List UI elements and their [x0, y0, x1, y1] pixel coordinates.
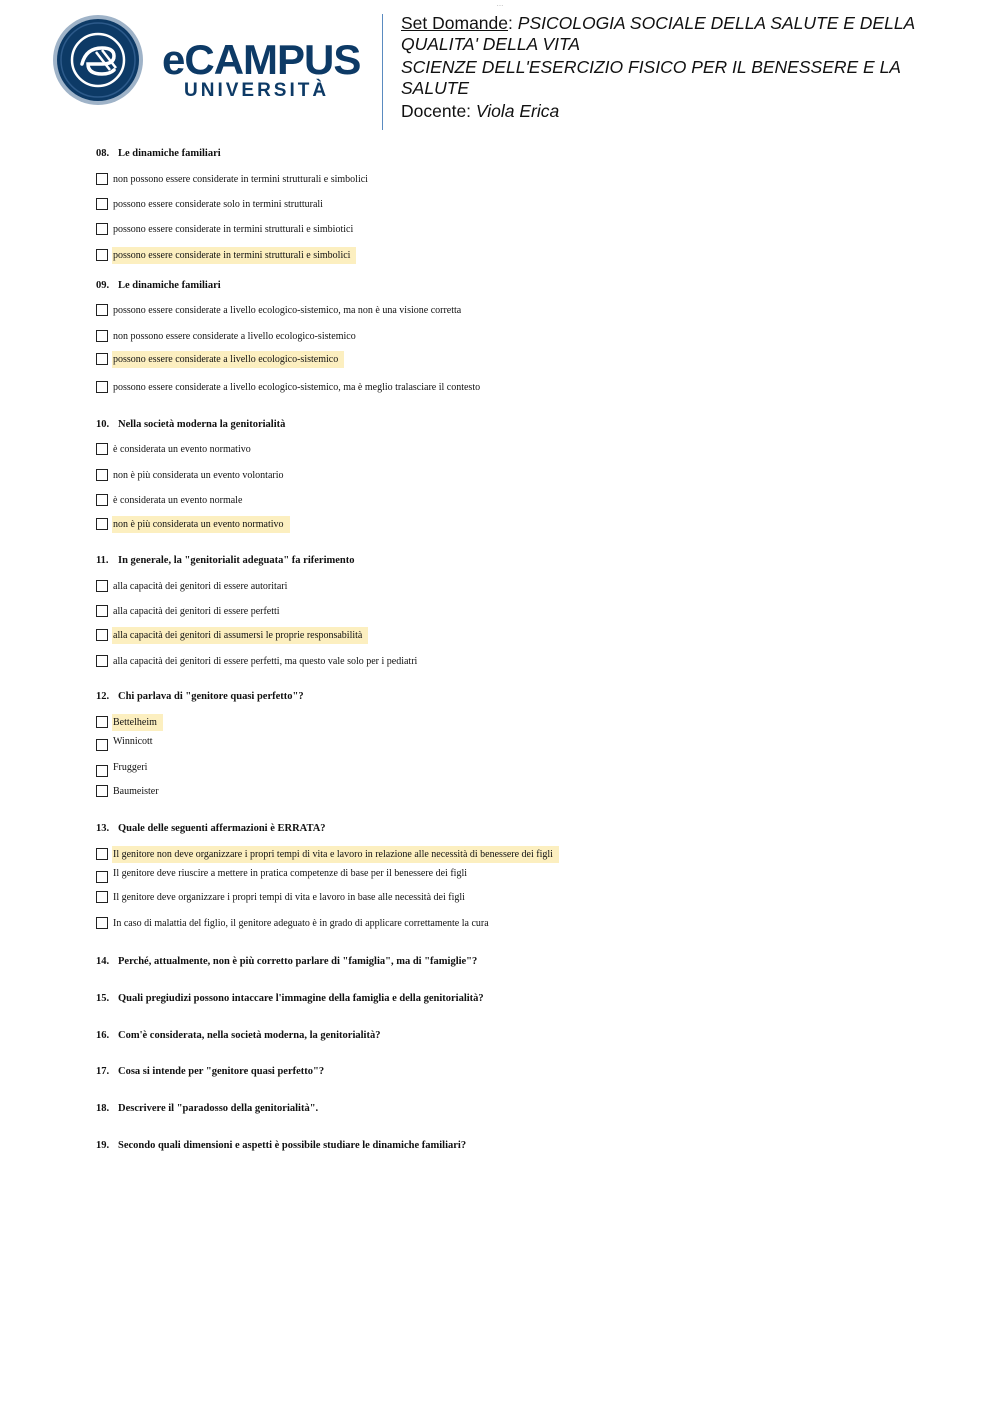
checkbox[interactable]: [96, 605, 108, 617]
question-15: [96, 993, 484, 1004]
question-text: Quale delle seguenti affermazioni è ERRATA?: [118, 823, 326, 834]
degree-title: [401, 57, 961, 99]
question-number: 08.: [96, 148, 110, 159]
question-11: [96, 555, 355, 566]
checkbox[interactable]: [96, 223, 108, 235]
question-number: 09.: [96, 280, 110, 291]
checkbox[interactable]: [96, 494, 108, 506]
checkbox[interactable]: [96, 518, 108, 530]
checkbox[interactable]: [96, 655, 108, 667]
option-text: Winnicott: [113, 736, 153, 747]
question-text: Quali pregiudizi possono intaccare l'immagine della famiglia e della genitorialità?: [118, 993, 484, 1004]
question-12: [96, 691, 304, 702]
question-text: Nella società moderna la genitorialità: [118, 419, 286, 430]
question-number: 13.: [96, 823, 110, 834]
option-text: non possono essere considerate a livello ecologico-sistemico: [113, 331, 356, 342]
checkbox[interactable]: [96, 304, 108, 316]
document-header: [401, 13, 961, 124]
checkbox[interactable]: [96, 381, 108, 393]
checkbox[interactable]: [96, 249, 108, 261]
option-text: possono essere considerate in termini strutturali e simbiotici: [113, 224, 354, 235]
checkbox[interactable]: [96, 716, 108, 728]
option-text: Fruggeri: [113, 762, 148, 773]
brand-name: eCAMPUS: [162, 36, 361, 83]
question-number: 19.: [96, 1140, 110, 1151]
question-number: 11.: [96, 555, 109, 566]
checkbox[interactable]: [96, 848, 108, 860]
option-text: alla capacità dei genitori di essere autoritari: [113, 581, 288, 592]
course-line-1: PSICOLOGIA SOCIALE DELLA SALUTE E DELLA: [517, 13, 916, 33]
question-14: [96, 956, 477, 967]
option-text-highlighted: alla capacità dei genitori di assumersi le proprie responsabilità: [112, 627, 368, 644]
checkbox[interactable]: [96, 443, 108, 455]
teacher-row: [401, 101, 961, 122]
option-text: è considerata un evento normativo: [113, 444, 251, 455]
degree-line-1: SCIENZE DELL'ESERCIZIO FISICO PER IL BENESSERE E LA: [401, 57, 901, 77]
teacher-name: Viola Erica: [475, 101, 560, 121]
option-text: possono essere considerate solo in termini strutturali: [113, 199, 323, 210]
checkbox[interactable]: [96, 330, 108, 342]
question-number: 12.: [96, 691, 110, 702]
option-text-highlighted: possono essere considerate a livello ecologico-sistemico: [112, 351, 344, 368]
question-number: 10.: [96, 419, 110, 430]
checkbox[interactable]: [96, 871, 108, 883]
question-number: 18.: [96, 1103, 110, 1114]
question-text: Chi parlava di "genitore quasi perfetto"?: [118, 691, 304, 702]
question-text: Le dinamiche familiari: [118, 148, 221, 159]
checkbox[interactable]: [96, 917, 108, 929]
question-17: [96, 1066, 324, 1077]
question-number: 17.: [96, 1066, 110, 1077]
question-text: Cosa si intende per "genitore quasi perfetto"?: [118, 1066, 325, 1077]
option-text-highlighted: Il genitore non deve organizzare i propri tempi di vita e lavoro in relazione alle necessità di benessere dei figli: [112, 846, 559, 863]
course-title: [401, 13, 961, 55]
checkbox[interactable]: [96, 765, 108, 777]
option-text: possono essere considerate a livello ecologico-sistemico, ma non è una visione corretta: [113, 305, 462, 316]
option-text: Il genitore deve organizzare i propri tempi di vita e lavoro in base alle necessità dei figli: [113, 892, 465, 903]
question-text: Perché, attualmente, non è più corretto parlare di "famiglia", ma di "famiglie"?: [118, 956, 478, 967]
question-13: [96, 823, 326, 834]
question-16: [96, 1030, 380, 1041]
option-text: non possono essere considerate in termini strutturali e simbolici: [113, 174, 368, 185]
option-text: alla capacità dei genitori di essere perfetti, ma questo vale solo per i pediatri: [113, 656, 418, 667]
option-text: alla capacità dei genitori di essere perfetti: [113, 606, 280, 617]
question-text: Secondo quali dimensioni e aspetti è possibile studiare le dinamiche familiari?: [118, 1140, 467, 1151]
option-text-highlighted: possono essere considerate in termini strutturali e simbolici: [112, 247, 356, 264]
checkbox[interactable]: [96, 629, 108, 641]
checkbox[interactable]: [96, 198, 108, 210]
ecampus-logo: [52, 14, 372, 108]
set-label-colon: :: [508, 13, 513, 33]
course-line-2: QUALITA' DELLA VITA: [401, 34, 581, 54]
option-text: è considerata un evento normale: [113, 495, 243, 506]
question-text: In generale, la "genitorialit adeguata" fa riferimento: [118, 555, 355, 566]
question-number: 14.: [96, 956, 110, 967]
checkbox[interactable]: [96, 785, 108, 797]
option-text: non è più considerata un evento volontario: [113, 470, 284, 481]
teacher-label: Docente:: [401, 101, 472, 121]
question-10: [96, 419, 285, 430]
question-08: [96, 148, 221, 159]
question-text: Le dinamiche familiari: [118, 280, 221, 291]
checkbox[interactable]: [96, 173, 108, 185]
question-text: Descrivere il "paradosso della genitorialità".: [118, 1103, 319, 1114]
checkbox[interactable]: [96, 469, 108, 481]
question-19: [96, 1140, 466, 1151]
degree-line-2: SALUTE: [401, 78, 470, 98]
question-text: Com'è considerata, nella società moderna, la genitorialità?: [118, 1030, 381, 1041]
option-text: Il genitore deve riuscire a mettere in pratica competenze di base per il benessere dei figli: [113, 868, 468, 879]
option-text: In caso di malattia del figlio, il genitore adeguato è in grado di applicare correttamente la cura: [113, 918, 489, 929]
checkbox[interactable]: [96, 580, 108, 592]
brand-subtitle: UNIVERSITÀ: [184, 80, 330, 101]
option-text: Baumeister: [113, 786, 159, 797]
question-18: [96, 1103, 318, 1114]
header-divider: [382, 14, 383, 130]
option-text: possono essere considerate a livello ecologico-sistemico, ma è meglio tralasciare il contesto: [113, 382, 481, 393]
checkbox[interactable]: [96, 891, 108, 903]
checkbox[interactable]: [96, 739, 108, 751]
question-09: [96, 280, 221, 291]
checkbox[interactable]: [96, 353, 108, 365]
option-text-highlighted: non è più considerata un evento normativo: [112, 516, 290, 533]
set-label: Set Domande: [401, 13, 509, 33]
university-seal-icon: [52, 14, 144, 106]
option-text-highlighted: Bettelheim: [112, 714, 163, 731]
page-top-mark: ...: [496, 0, 504, 8]
question-number: 16.: [96, 1030, 110, 1041]
question-number: 15.: [96, 993, 110, 1004]
